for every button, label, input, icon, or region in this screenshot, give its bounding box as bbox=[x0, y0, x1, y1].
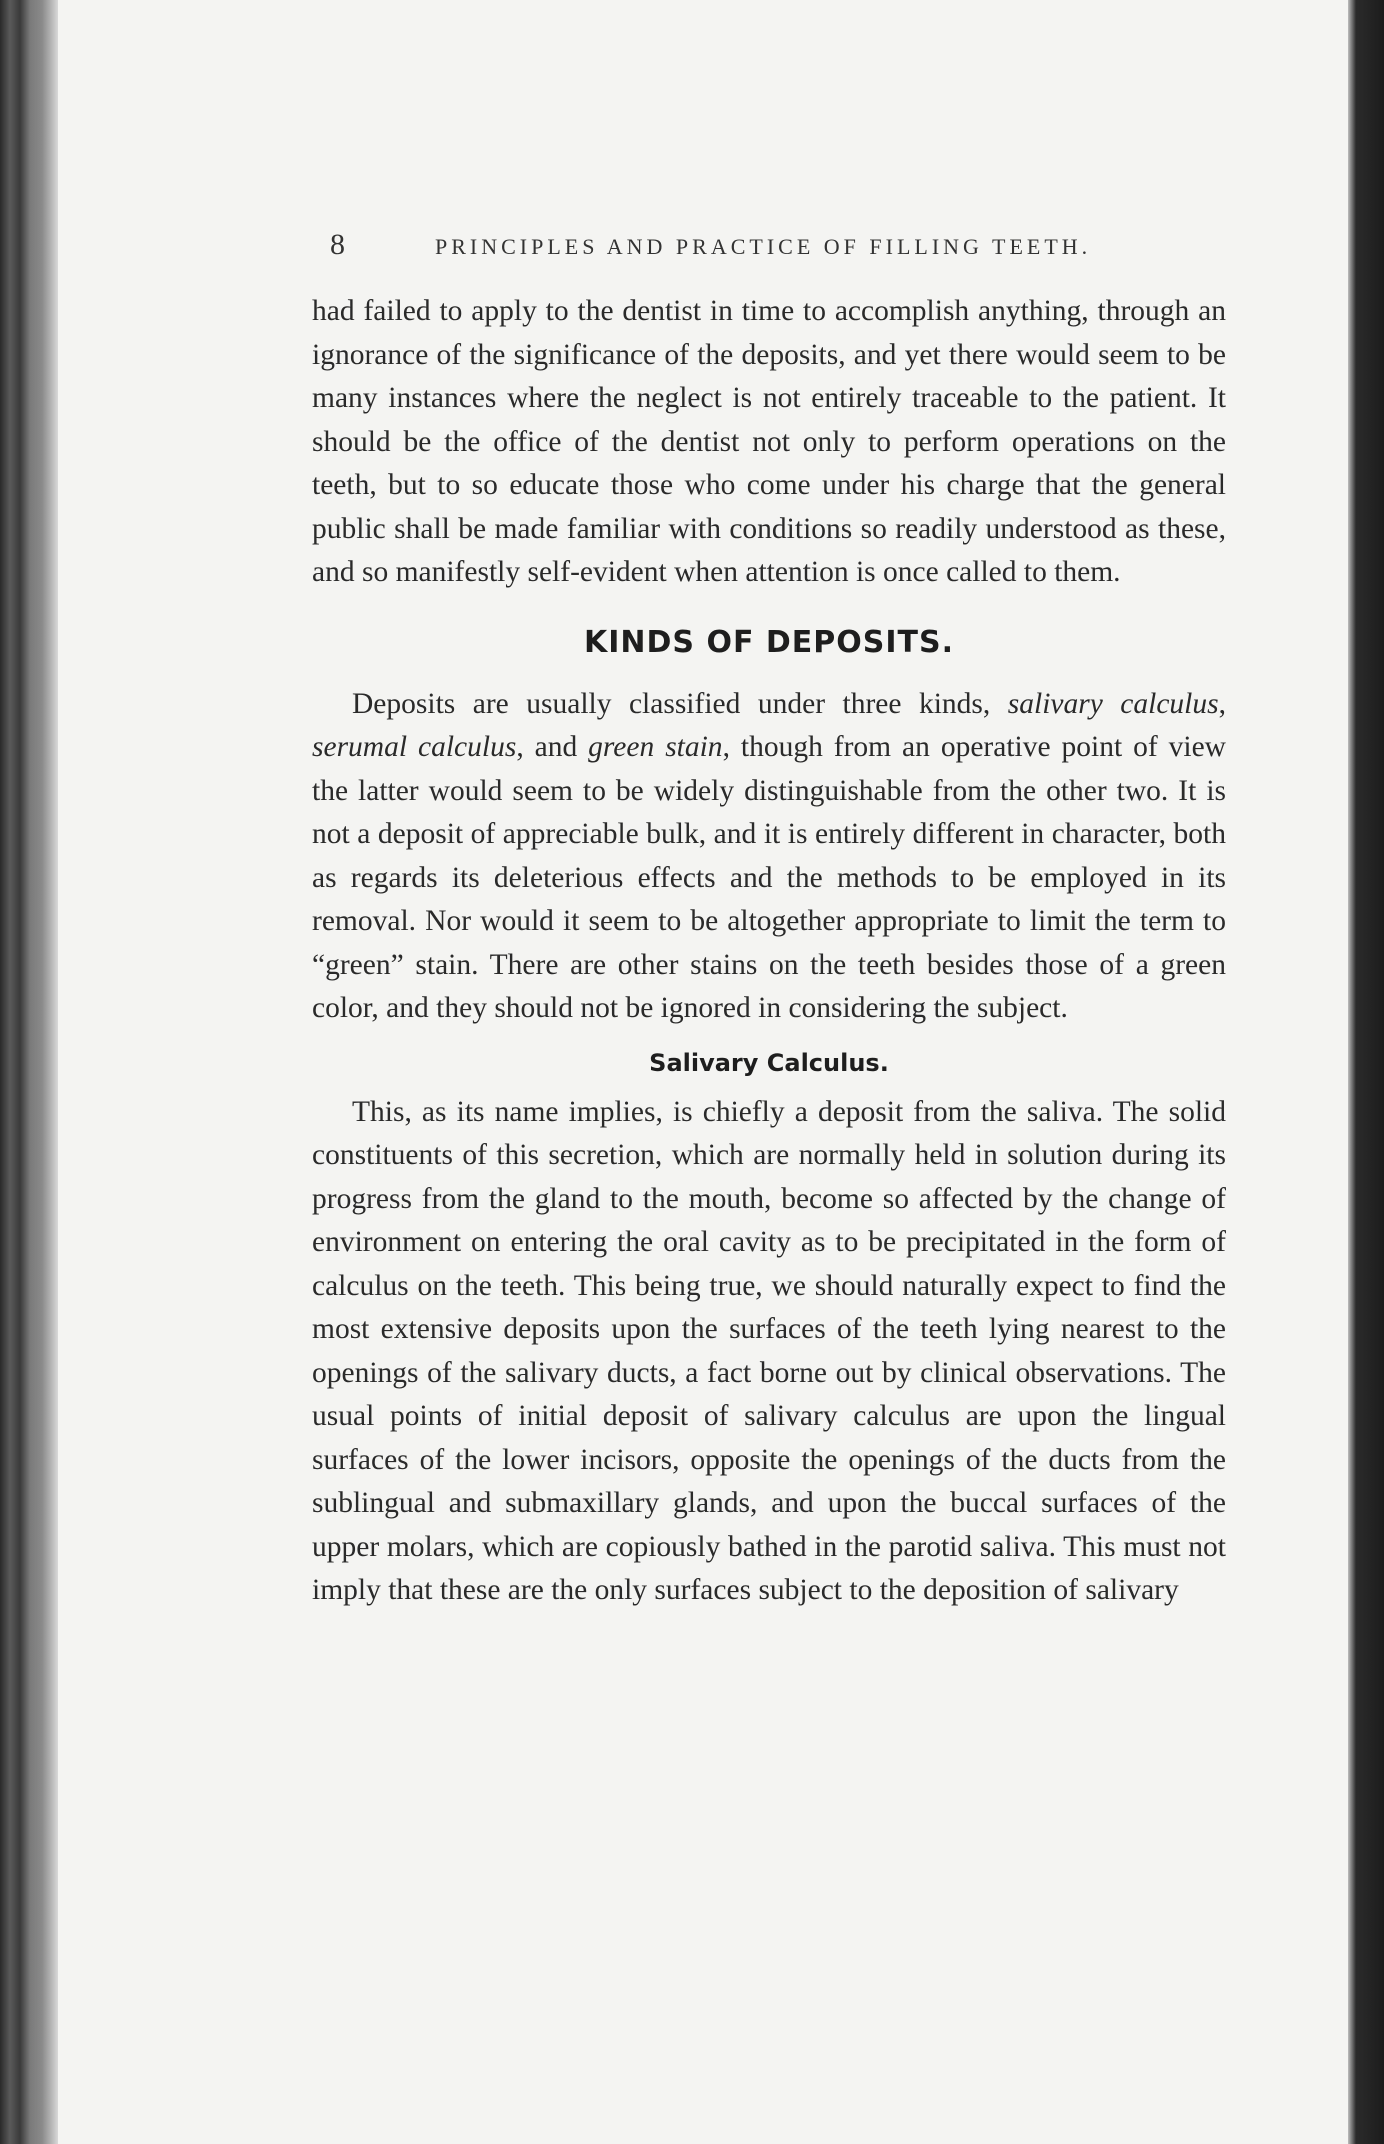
section-heading: KINDS OF DEPOSITS. bbox=[583, 624, 955, 660]
para2-text-end: , though from an operative point of view the latter would seem to be widely distinguishable from the other two. It is not a deposit of appreciable bulk, and it is entirely different in character, both as regards its deleterious effects and the methods to be employed in its removal. Nor would it seem to be altogether appropriate to limit the term to “green” stain. There are other stains on the teeth besides those of a green color, and they should not be ignored in considering the subject. bbox=[312, 731, 1226, 1024]
running-head bbox=[330, 228, 1220, 262]
paragraph-salivary-calculus: This, as its name implies, is chiefly a deposit from the saliva. The solid constituents of this secretion, which are normally held in solution during its progress from the gland to the mouth, become so affected by the change of environment on entering the oral cavity as to be precipitated in the form of calculus on the teeth. This being true, we should naturally expect to find the most extensive deposits upon the surfaces of the teeth lying nearest to the openings of the salivary ducts, a fact borne out by clinical observations. The usual points of initial deposit of salivary calculus are upon the lingual surfaces of the lower incisors, opposite the openings of the ducts from the sublingual and submaxillary glands, and upon the buccal surfaces of the upper molars, which are copiously bathed in the parotid saliva. This must not imply that these are the only surfaces subject to the deposition of salivary bbox=[312, 1095, 1226, 1606]
page-number: 8 bbox=[330, 228, 345, 261]
paragraph-kinds-of-deposits bbox=[312, 683, 1226, 1031]
binding-edge bbox=[0, 0, 58, 2144]
para2-text-start: Deposits are usually classified under three kinds, bbox=[352, 687, 1008, 720]
body-text bbox=[312, 290, 1226, 1613]
para2-sep1: , bbox=[1218, 687, 1226, 720]
right-page-edge bbox=[1348, 0, 1384, 2144]
para2-sep2: , and bbox=[516, 731, 589, 763]
subsection-heading: Salivary Calculus. bbox=[649, 1048, 889, 1077]
term-green-stain: green stain bbox=[588, 731, 723, 763]
running-title: PRINCIPLES AND PRACTICE OF FILLING TEETH. bbox=[435, 234, 1092, 259]
term-serumal-calculus: serumal calculus bbox=[312, 731, 517, 763]
paragraph-continued: had failed to apply to the dentist in time to accomplish anything, through an ignorance of the significance of the deposits, and yet there would seem to be many instances where the neglect is not entirely traceable to the patient. It should be the office of the dentist not only to perform operations on the teeth, but to so educate those who come under his charge that the general public shall be made familiar with conditions so readily understood as these, and so manifestly self-evident when attention is once called to them. bbox=[312, 295, 1226, 588]
term-salivary-calculus: salivary calculus bbox=[1007, 687, 1219, 720]
